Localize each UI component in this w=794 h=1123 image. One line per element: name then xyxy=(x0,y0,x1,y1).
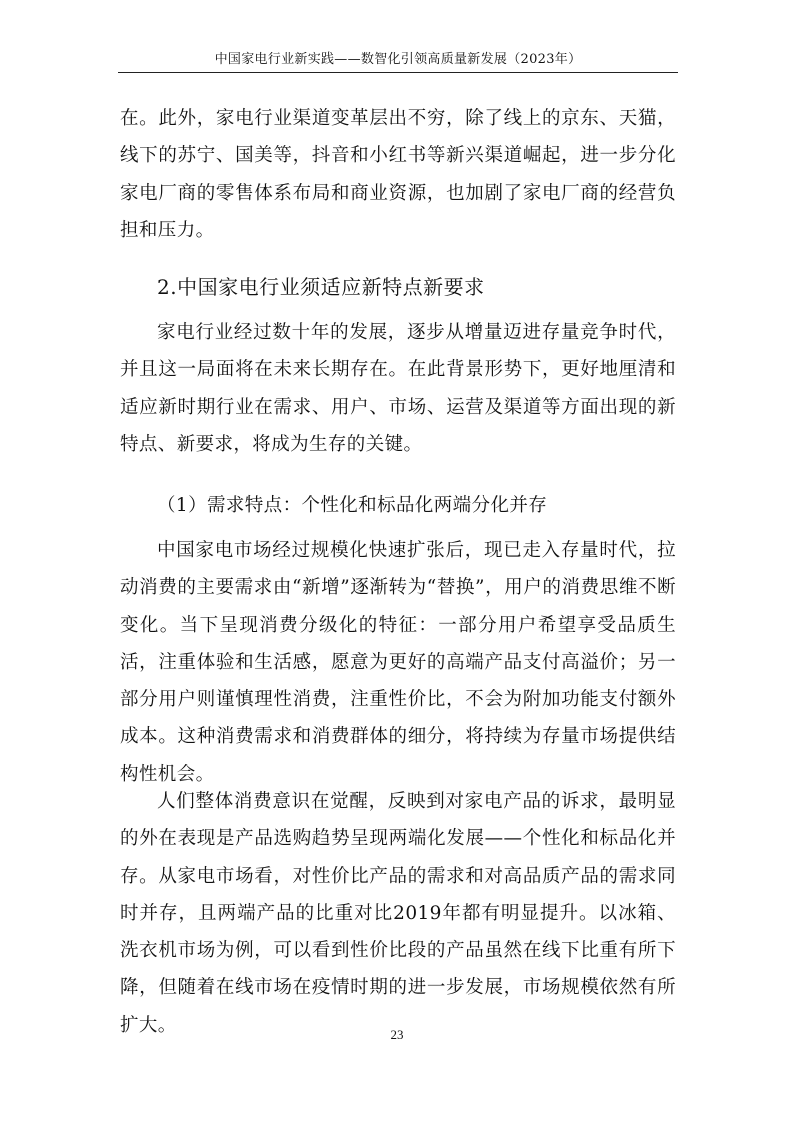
running-header: 中国家电行业新实践——数智化引领高质量新发展（2023年） xyxy=(214,52,582,67)
page-number: 23 xyxy=(390,1027,404,1042)
paragraph-consumption-trend: 人们整体消费意识在觉醒，反映到对家电产品的诉求，最明显的外在表现是产品选购趋势呈现两端化发展——个性化和标品化并存。从家电市场看，对性价比产品的需求和对高品质产品的需求同时并存，且两端产品的比重对比2019年都有明显提升。以冰箱、洗衣机市场为例，可以看到性价比段的产品虽然在线下比重有所下降，但随着在线市场在疫情时期的进一步发展，市场规模依然有所扩大。 xyxy=(120,791,676,1036)
sub-heading-demand: （1）需求特点：个性化和标品化两端分化并存 xyxy=(157,495,548,516)
section-heading: 2.中国家电行业须适应新特点新要求 xyxy=(157,275,485,299)
paragraph-industry-development: 家电行业经过数十年的发展，逐步从增量迈进存量竞争时代，并且这一局面将在未来长期存在。在此背景形势下，更好地厘清和适应新时期行业在需求、用户、市场、运营及渠道等方面出现的新特点、新要求，将成为生存的关键。 xyxy=(120,322,676,455)
paragraph-demand-characteristics: 中国家电市场经过规模化快速扩张后，现已走入存量时代，拉动消费的主要需求由“新增”逐渐转为“替换”，用户的消费思维不断变化。当下呈现消费分级化的特征：一部分用户希望享受品质生活，注重体验和生活感，愿意为更好的高端产品支付高溢价；另一部分用户则谨慎理性消费，注重性价比，不会为附加功能支付额外成本。这种消费需求和消费群体的细分，将持续为存量市场提供结构性机会。 xyxy=(120,540,676,785)
paragraph-continuation: 在。此外，家电行业渠道变革层出不穷，除了线上的京东、天猫，线下的苏宁、国美等，抖音和小红书等新兴渠道崛起，进一步分化家电厂商的零售体系布局和商业资源，也加剧了家电厂商的经营负担和压力。 xyxy=(120,108,676,241)
header-divider xyxy=(118,72,678,73)
